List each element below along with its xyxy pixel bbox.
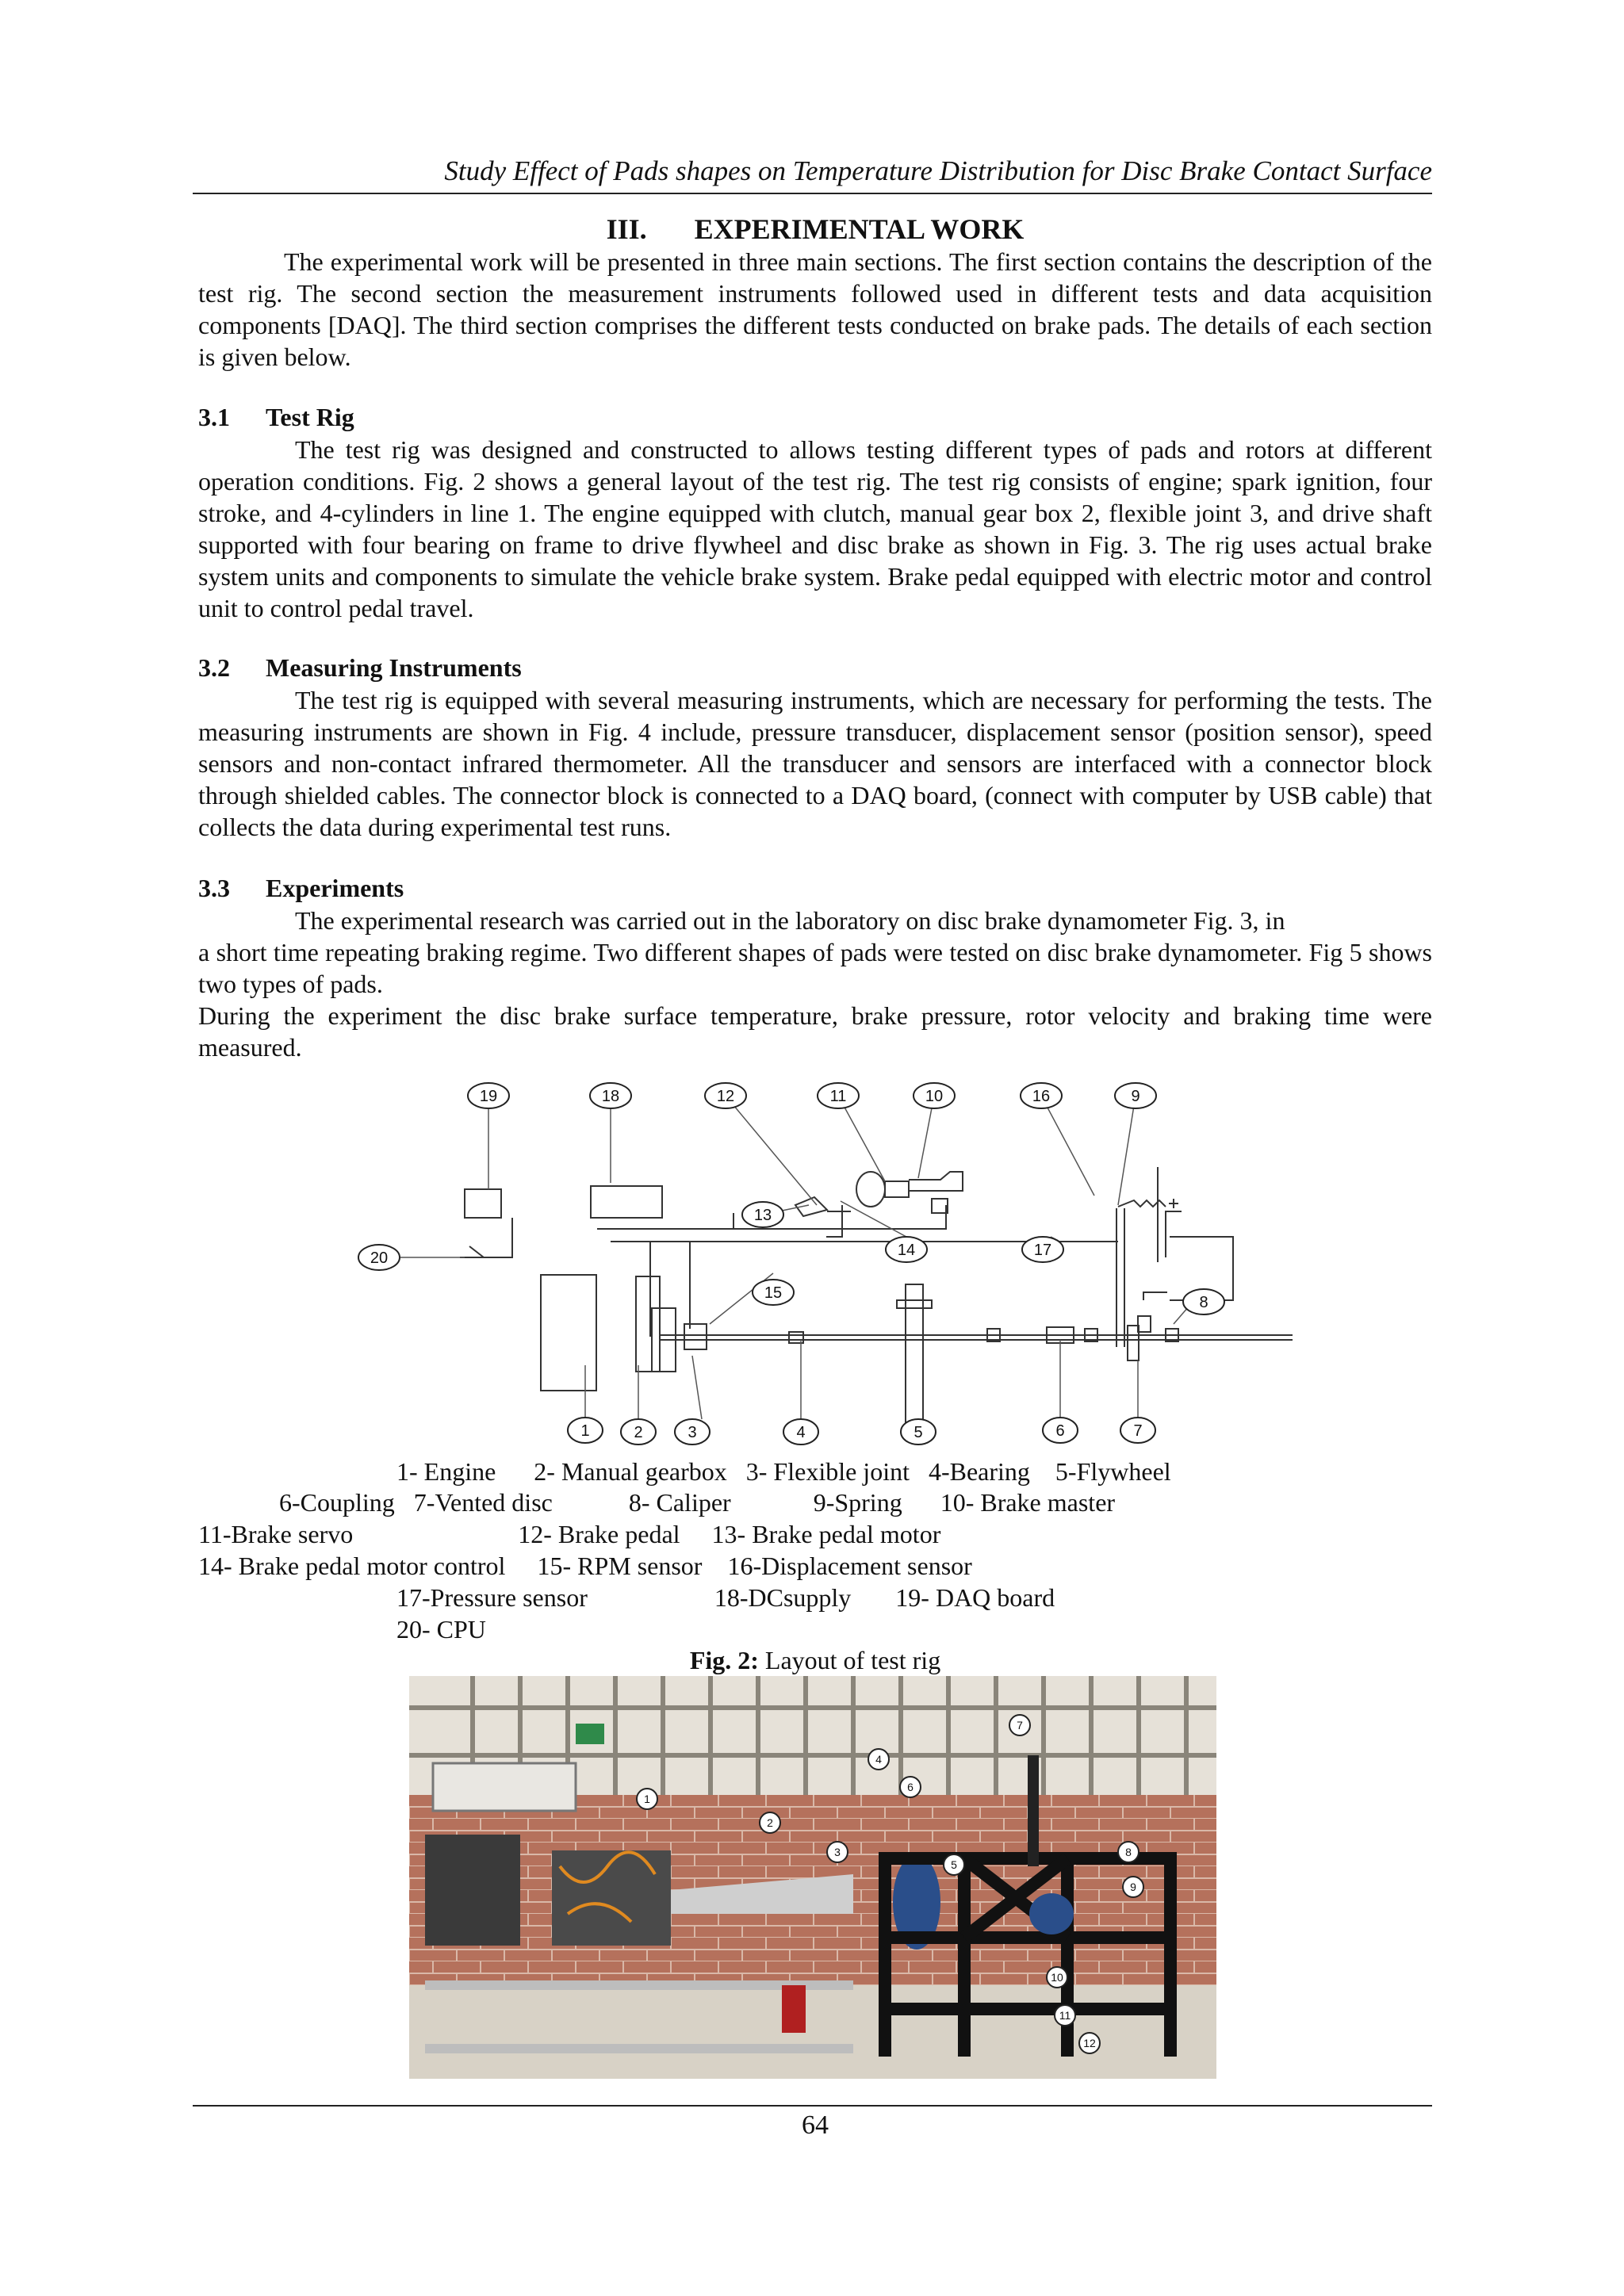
diagram-label-9: 9: [1131, 1088, 1140, 1105]
engine-box: [541, 1275, 596, 1391]
diagram-label-7: 7: [1133, 1422, 1143, 1440]
diagram-label-16: 16: [1032, 1088, 1051, 1105]
daq-board-box: [465, 1189, 501, 1218]
vented-disc: [1128, 1326, 1139, 1360]
figure-caption: [198, 1646, 1432, 1675]
diagram-label-14: 14: [897, 1242, 916, 1259]
diagram-label-15: 15: [764, 1284, 783, 1302]
test-rig-text: The test rig was designed and constructed to allows testing different types of pads and rotors at different operation conditions. Fig. 2 shows a general layout of the test rig. The test rig consists of engine; spark ignition, four stroke, and 4-cylinders in line 1. The engine equipped with clutch, manual gear box 2, flexible joint 3, and drive shaft supported with four bearing on frame to drive flywheel and disc brake as shown in Fig. 3. The rig uses actual brake system units and components to simulate the vehicle brake system. Brake pedal equipped with electric motor and control unit to control pedal travel.: [198, 435, 1432, 622]
intro-text: The experimental work will be presented in three main sections. The first section contains the description of the test rig. The second section the measurement instruments followed used in different tests and data acquisition components [DAQ]. The third section comprises the different tests conducted on brake pads. The details of each section is given below.: [198, 247, 1432, 371]
caliper-photo: [1029, 1893, 1074, 1934]
subsection-heading-3-2: 3.2 Measuring Instruments: [198, 653, 522, 682]
diagram-label-10: 10: [925, 1088, 944, 1105]
photo-label-2: 2: [767, 1816, 773, 1829]
red-can: [782, 1985, 806, 2033]
intro-paragraph: [198, 246, 1432, 373]
figure-caption-text: Layout of test rig: [758, 1646, 941, 1674]
diagram-label-4: 4: [796, 1424, 806, 1441]
experiments-paragraph-3: During the experiment the disc brake surface temperature, brake pressure, rotor velocity and braking time were measured.: [198, 1001, 1432, 1062]
diagram-label-20: 20: [370, 1249, 389, 1267]
callout-numbers: [370, 1088, 1208, 1441]
photo-label-5: 5: [951, 1858, 957, 1871]
photo-label-4: 4: [875, 1753, 882, 1766]
diagram-label-1: 1: [580, 1422, 590, 1440]
diagram-label-3: 3: [688, 1424, 697, 1441]
photo-label-1: 1: [644, 1793, 650, 1805]
photo-label-8: 8: [1125, 1846, 1132, 1858]
caliper-body: [1138, 1316, 1151, 1332]
leader-lines: [400, 1096, 1204, 1435]
pedal-post: [1028, 1755, 1039, 1866]
test-rig-photo: [409, 1676, 1216, 2079]
measuring-instruments-text: The test rig is equipped with several measuring instruments, which are necessary for performing the tests. The measuring instruments are shown in Fig. 4 include, pressure transducer, displacement sensor (position sensor), speed sensors and non-contact infrared thermometer. All the transducer and sensors are interfaced with a connector block through shielded cables. The connector block is connected to a DAQ board, (connect with computer by USB cable) that collects the data during experimental test runs.: [198, 686, 1432, 841]
photo-label-10: 10: [1051, 1971, 1063, 1984]
footer-rule: [193, 2105, 1432, 2107]
dc-supply-box: [591, 1186, 662, 1218]
photo-label-12: 12: [1083, 2037, 1096, 2049]
measuring-instruments-paragraph: [198, 684, 1432, 843]
diagram-label-8: 8: [1199, 1294, 1208, 1311]
diagram-label-6: 6: [1055, 1422, 1065, 1440]
header-rule: [193, 193, 1432, 194]
photo-label-7: 7: [1017, 1719, 1023, 1732]
diagram-label-12: 12: [716, 1088, 735, 1105]
legend-line-1: 1- Engine 2- Manual gearbox 3- Flexible joint 4-Bearing 5-Flywheel: [396, 1457, 1171, 1486]
photo-label-11: 11: [1059, 2009, 1071, 2022]
pedal-rod: [1116, 1208, 1124, 1347]
subsection-heading-3-3: 3.3 Experiments: [198, 874, 404, 902]
flywheel: [906, 1284, 923, 1435]
diagram-label-18: 18: [601, 1088, 620, 1105]
diagram-label-11: 11: [829, 1088, 847, 1105]
gearbox-box: [636, 1276, 660, 1372]
section-number: III.: [606, 213, 647, 245]
experiments-paragraph-2: a short time repeating braking regime. Two different shapes of pads were tested on disc brake dynamometer. Fig 5 shows two types of pads.: [198, 938, 1432, 998]
legend-line-4: 14- Brake pedal motor control 15- RPM sensor 16-Displacement sensor: [198, 1552, 972, 1580]
section-heading: EXPERIMENTAL WORK: [694, 213, 1025, 245]
page-number: 64: [802, 2110, 829, 2140]
photo-label-3: 3: [834, 1846, 841, 1858]
diagram-label-2: 2: [634, 1424, 643, 1441]
control-box: [433, 1763, 576, 1811]
diagram-label-17: 17: [1033, 1242, 1052, 1259]
experiments-first-line: The experimental research was carried out in the laboratory on disc brake dynamometer Fig. 3, in: [295, 906, 1285, 935]
diagram-label-19: 19: [479, 1088, 498, 1105]
legend-line-6: 20- CPU: [396, 1615, 486, 1644]
legend-line-3: 11-Brake servo 12- Brake pedal 13- Brake pedal motor: [198, 1520, 941, 1548]
test-rig-layout-diagram: [341, 1062, 1293, 1459]
exit-sign: [576, 1724, 604, 1744]
brake-master: [909, 1172, 963, 1191]
running-header: Study Effect of Pads shapes on Temperature Distribution for Disc Brake Contact Surface: [444, 155, 1432, 186]
section-title: [198, 212, 1432, 246]
diagram-label-13: 13: [753, 1207, 772, 1224]
diagram-label-5: 5: [914, 1424, 923, 1441]
engine-block: [552, 1850, 671, 1946]
brake-servo: [856, 1172, 885, 1207]
photo-label-9: 9: [1130, 1881, 1136, 1893]
engine-body: [425, 1835, 520, 1946]
figure-label: Fig. 2:: [689, 1646, 759, 1674]
cpu-box: [465, 1218, 512, 1257]
photo-label-6: 6: [907, 1781, 914, 1793]
legend-line-2: 6-Coupling 7-Vented disc 8- Caliper 9-Spring 10- Brake master: [279, 1488, 1116, 1517]
subsection-heading-3-1: 3.1 Test Rig: [198, 403, 354, 431]
flexible-joint: [684, 1324, 707, 1349]
test-rig-paragraph: [198, 434, 1432, 624]
legend-line-5: 17-Pressure sensor 18-DCsupply 19- DAQ board: [396, 1583, 1055, 1612]
